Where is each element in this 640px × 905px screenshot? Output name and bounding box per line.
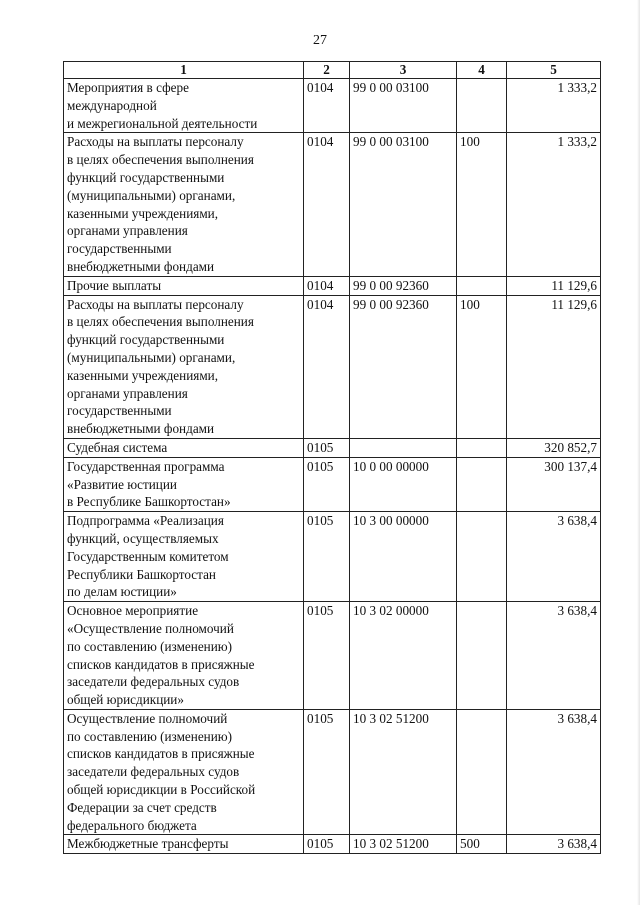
row-section-cell: 0105 <box>304 512 350 602</box>
row-name-cell: Основное мероприятие «Осуществление полномочий по составлению (изменению) списков кандидатов в присяжные заседатели федеральных судов общей юрисдикции» <box>64 602 304 710</box>
table-row <box>64 79 601 133</box>
row-amount-cell: 3 638,4 <box>507 709 601 835</box>
column-header-3: 3 <box>350 62 457 79</box>
row-type-cell <box>457 276 507 295</box>
page-number: 27 <box>313 33 327 48</box>
row-amount-cell: 3 638,4 <box>507 835 601 854</box>
row-type-cell: 100 <box>457 295 507 438</box>
column-header-2: 2 <box>304 62 350 79</box>
row-section-cell: 0105 <box>304 438 350 457</box>
row-target-cell: 10 3 02 51200 <box>350 709 457 835</box>
row-section-cell: 0105 <box>304 457 350 511</box>
row-section-cell: 0105 <box>304 835 350 854</box>
table-header-row <box>64 62 601 79</box>
table-row <box>64 133 601 276</box>
row-target-cell: 99 0 00 03100 <box>350 133 457 276</box>
row-section-cell: 0105 <box>304 602 350 710</box>
row-name-cell: Государственная программа «Развитие юстиции в Республике Башкортостан» <box>64 457 304 511</box>
row-target-cell: 99 0 00 92360 <box>350 276 457 295</box>
row-target-cell: 10 0 00 00000 <box>350 457 457 511</box>
row-target-cell: 99 0 00 03100 <box>350 79 457 133</box>
table-row <box>64 276 601 295</box>
table-row <box>64 709 601 835</box>
row-section-cell: 0104 <box>304 133 350 276</box>
row-type-cell <box>457 602 507 710</box>
column-header-1: 1 <box>64 62 304 79</box>
row-target-cell: 99 0 00 92360 <box>350 295 457 438</box>
row-amount-cell: 11 129,6 <box>507 276 601 295</box>
row-section-cell: 0104 <box>304 276 350 295</box>
row-amount-cell: 1 333,2 <box>507 133 601 276</box>
table-row <box>64 438 601 457</box>
table-row <box>64 835 601 854</box>
row-amount-cell: 300 137,4 <box>507 457 601 511</box>
row-type-cell <box>457 438 507 457</box>
row-section-cell: 0104 <box>304 295 350 438</box>
row-amount-cell: 3 638,4 <box>507 512 601 602</box>
row-name-cell: Осуществление полномочий по составлению (изменению) списков кандидатов в присяжные заседатели федеральных судов общей юрисдикции в Российской Федерации за счет средств федерального бюджета <box>64 709 304 835</box>
row-name-cell: Подпрограмма «Реализация функций, осуществляемых Государственным комитетом Республики Башкортостан по делам юстиции» <box>64 512 304 602</box>
row-name-cell: Судебная система <box>64 438 304 457</box>
row-type-cell <box>457 457 507 511</box>
column-header-5: 5 <box>507 62 601 79</box>
budget-table <box>63 61 601 854</box>
row-name-cell: Прочие выплаты <box>64 276 304 295</box>
row-amount-cell: 320 852,7 <box>507 438 601 457</box>
row-target-cell <box>350 438 457 457</box>
table-body <box>64 79 601 854</box>
row-name-cell: Межбюджетные трансферты <box>64 835 304 854</box>
row-type-cell: 500 <box>457 835 507 854</box>
row-section-cell: 0104 <box>304 79 350 133</box>
row-type-cell <box>457 512 507 602</box>
row-section-cell: 0105 <box>304 709 350 835</box>
column-header-4: 4 <box>457 62 507 79</box>
row-name-cell: Мероприятия в сфере международной и межрегиональной деятельности <box>64 79 304 133</box>
row-target-cell: 10 3 00 00000 <box>350 512 457 602</box>
row-name-cell: Расходы на выплаты персоналу в целях обеспечения выполнения функций государственными (муниципальными) органами, казенными учреждениями, органами управления государственными внебюджетными фондами <box>64 295 304 438</box>
row-target-cell: 10 3 02 51200 <box>350 835 457 854</box>
row-amount-cell: 1 333,2 <box>507 79 601 133</box>
row-name-cell: Расходы на выплаты персоналу в целях обеспечения выполнения функций государственными (муниципальными) органами, казенными учреждениями, органами управления государственными внебюджетными фондами <box>64 133 304 276</box>
row-amount-cell: 11 129,6 <box>507 295 601 438</box>
row-target-cell: 10 3 02 00000 <box>350 602 457 710</box>
row-amount-cell: 3 638,4 <box>507 602 601 710</box>
table-row <box>64 512 601 602</box>
row-type-cell: 100 <box>457 133 507 276</box>
row-type-cell <box>457 709 507 835</box>
row-type-cell <box>457 79 507 133</box>
table-row <box>64 602 601 710</box>
table-row <box>64 457 601 511</box>
table-row <box>64 295 601 438</box>
